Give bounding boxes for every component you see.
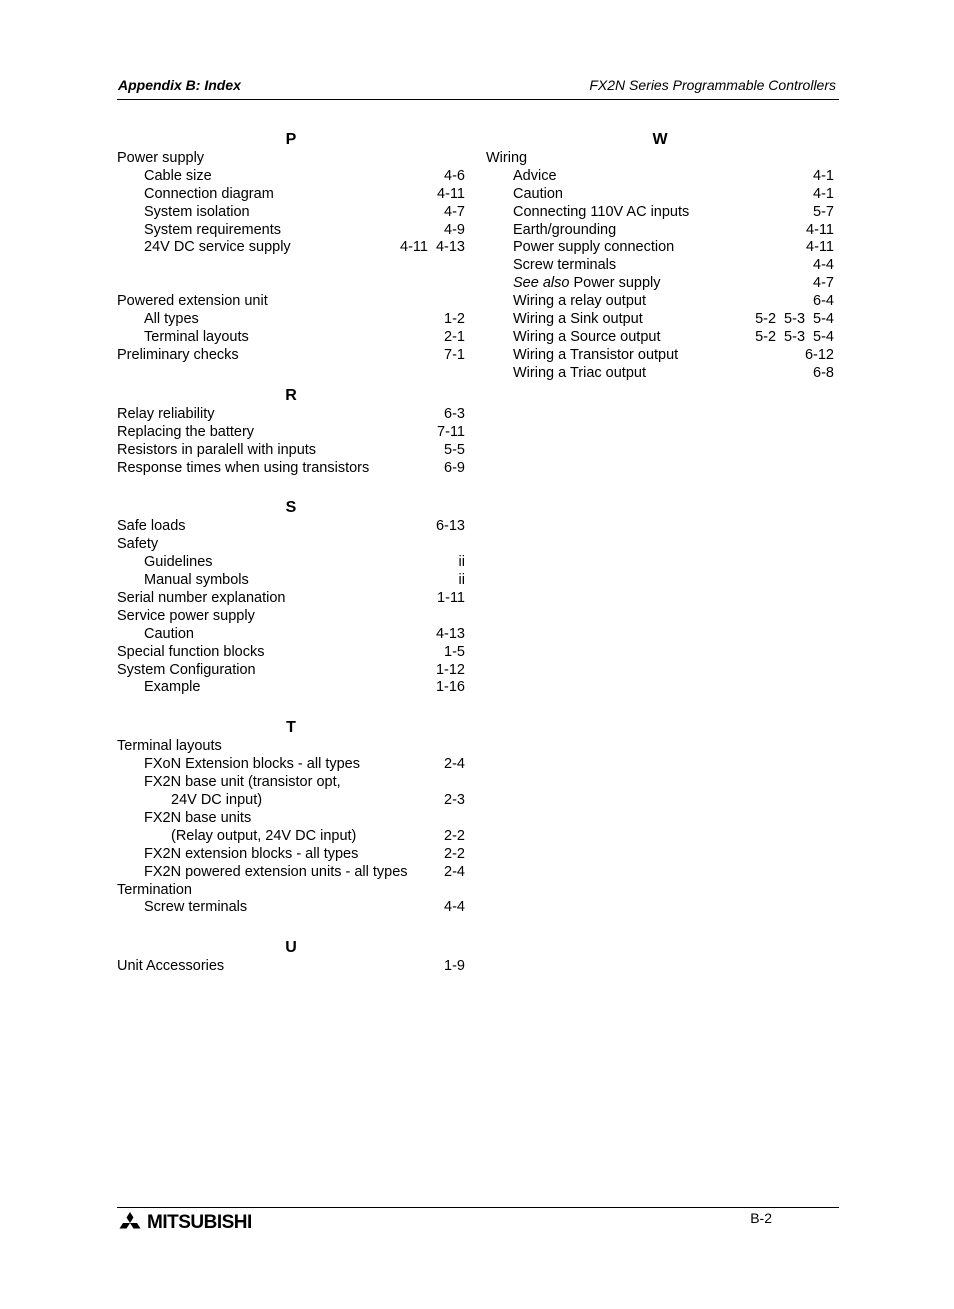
page-reference: 2-3 (444, 792, 465, 809)
index-entry (117, 572, 465, 590)
page-reference: 2-4 (444, 863, 465, 880)
see-also-label: See also (513, 275, 570, 292)
index-letter-heading: R (285, 386, 297, 404)
index-term: 24V DC service supply (144, 239, 291, 256)
page-reference: 5-2 5-3 5-4 (755, 311, 834, 328)
index-entry (117, 518, 465, 536)
index-entry (117, 424, 465, 442)
index-term: Terminal layouts (144, 329, 249, 346)
page-reference: 4-6 (444, 167, 465, 184)
index-letter-heading: T (286, 719, 296, 737)
index-term: FX2N extension blocks - all types (144, 845, 359, 862)
page-reference: 1-2 (444, 311, 465, 328)
page-reference: 2-2 (444, 827, 465, 844)
index-letter-heading: P (285, 131, 297, 148)
index-entry (117, 738, 465, 756)
index-term: Safety (117, 536, 159, 553)
index-entry (486, 311, 834, 329)
index-entry (486, 329, 834, 347)
index-entry (117, 168, 465, 186)
page-reference: 4-4 (444, 899, 465, 916)
page-reference: 1-5 (444, 643, 465, 660)
page-reference: 4-7 (444, 203, 465, 220)
index-entry (486, 293, 834, 311)
index-term: Screw terminals (513, 257, 617, 274)
index-entry (117, 239, 465, 257)
index-term: System requirements (144, 221, 281, 238)
index-term: Service power supply (117, 607, 255, 624)
index-term: Cable size (144, 167, 212, 184)
index-term: Wiring a relay output (513, 293, 646, 310)
index-term: Unit Accessories (117, 958, 225, 975)
page-reference: ii (458, 554, 465, 571)
page-reference: 1-11 (437, 590, 465, 607)
index-entry (117, 828, 465, 846)
index-entry (117, 406, 465, 424)
header-section-title: Appendix B: Index (118, 77, 241, 93)
page-reference: 6-13 (435, 518, 465, 535)
header-document-title: FX2N Series Programmable Controllers (589, 77, 836, 93)
index-term: Wiring a Source output (513, 328, 661, 345)
index-term: 24V DC input) (171, 792, 263, 809)
index-entry (117, 626, 465, 644)
page-reference: ii (458, 572, 465, 589)
header-rule (117, 99, 839, 100)
index-entry (486, 365, 834, 383)
page-reference: 6-8 (813, 364, 834, 381)
index-term: Wiring (486, 150, 528, 166)
mitsubishi-logo (117, 1211, 252, 1235)
page-reference: 4-9 (444, 221, 465, 238)
page-reference: 7-1 (444, 347, 465, 364)
index-entry (117, 204, 465, 222)
page-reference: 4-7 (813, 275, 834, 292)
page-reference: 7-11 (437, 423, 465, 440)
index-term: Response times when using transistors (117, 459, 370, 476)
index-entry (117, 644, 465, 662)
index-entry (117, 222, 465, 240)
index-entry (486, 257, 834, 275)
page-reference: 4-11 (806, 239, 834, 256)
index-term: Connection diagram (144, 185, 274, 202)
index-entry (486, 222, 834, 240)
index-entry (486, 168, 834, 186)
index-term: Relay reliability (117, 405, 215, 422)
page-reference: 4-11 (806, 221, 834, 238)
section-gap (117, 477, 465, 496)
index-column-left (117, 128, 465, 976)
section-gap (117, 917, 465, 936)
index-entry (117, 442, 465, 460)
index-term: Power supply connection (513, 239, 675, 256)
index-term: Termination (117, 881, 192, 898)
index-term: Safe loads (117, 518, 186, 535)
page-reference: 6-9 (444, 459, 465, 476)
page-reference: 4-4 (813, 257, 834, 274)
index-letter-heading: S (285, 499, 297, 517)
index-entry (117, 150, 465, 168)
index-entry (117, 958, 465, 976)
index-entry (117, 347, 465, 365)
index-entry (117, 756, 465, 774)
index-entry (117, 293, 465, 311)
index-letter-heading: U (285, 939, 297, 957)
page-reference: 2-1 (444, 329, 465, 346)
index-term: Wiring a Transistor output (513, 346, 679, 363)
page-reference: 1-16 (435, 679, 465, 696)
index-term: Wiring a Triac output (513, 364, 646, 381)
brand-name: MITSUBISHI (147, 1212, 252, 1233)
index-entry (486, 239, 834, 257)
index-term: Replacing the battery (117, 423, 255, 440)
page-reference: 4-13 (435, 625, 465, 642)
index-entry (117, 536, 465, 554)
index-term: FX2N powered extension units - all types (144, 863, 408, 880)
index-term: FX2N base units (144, 809, 252, 826)
three-diamonds-icon (117, 1212, 143, 1234)
see-also-target: Power supply (573, 275, 661, 292)
index-term: Preliminary checks (117, 347, 239, 364)
index-term: All types (144, 311, 199, 328)
page-number: B-2 (750, 1210, 772, 1226)
page-reference: 6-4 (813, 293, 834, 310)
index-term: Wiring a Sink output (513, 311, 643, 328)
index-term: Earth/grounding (513, 221, 617, 238)
page-reference: 4-11 (437, 185, 465, 202)
index-entry (117, 774, 465, 792)
index-term: (Relay output, 24V DC input) (171, 827, 357, 844)
index-entry (117, 792, 465, 810)
page-reference: 2-4 (444, 756, 465, 773)
index-term: Serial number explanation (117, 590, 286, 607)
index-term: Advice (513, 167, 557, 184)
index-term: System isolation (144, 203, 250, 220)
page-reference: 5-5 (444, 441, 465, 458)
index-entry (117, 186, 465, 204)
index-entry (117, 882, 465, 900)
index-term: Manual symbols (144, 572, 249, 589)
index-term: Connecting 110V AC inputs (513, 203, 690, 220)
page-reference: 6-12 (804, 346, 834, 363)
index-entry (117, 846, 465, 864)
index-term: Caution (144, 625, 194, 642)
index-term: Caution (513, 185, 563, 202)
index-term: Example (144, 679, 201, 696)
index-entry (486, 150, 834, 168)
index-entry (486, 275, 834, 293)
index-entry (117, 554, 465, 572)
index-entry (486, 347, 834, 365)
index-term: Special function blocks (117, 643, 265, 660)
index-term: Screw terminals (144, 899, 248, 916)
entry-gap (117, 257, 465, 293)
page-reference: 4-11 4-13 (400, 239, 465, 256)
index-entry (117, 329, 465, 347)
index-term: FX2N base unit (transistor opt, (144, 774, 341, 791)
index-entry (117, 810, 465, 828)
index-column-right (486, 128, 834, 383)
page-reference: 1-9 (444, 958, 465, 975)
index-entry (117, 679, 465, 697)
index-entry (486, 186, 834, 204)
index-term: Guidelines (144, 554, 213, 571)
index-term (513, 275, 661, 293)
index-term: Powered extension unit (117, 293, 268, 310)
page-reference: 4-1 (813, 185, 834, 202)
footer-rule (117, 1207, 839, 1208)
page-reference: 5-2 5-3 5-4 (755, 328, 834, 345)
index-entry (117, 311, 465, 329)
index-letter-heading: W (652, 131, 668, 148)
index-term: FXoN Extension blocks - all types (144, 756, 360, 773)
index-entry (117, 864, 465, 882)
page-reference: 1-12 (435, 661, 465, 678)
index-term: System Configuration (117, 661, 256, 678)
index-term: Power supply (117, 150, 205, 166)
page-reference: 6-3 (444, 405, 465, 422)
index-entry (117, 590, 465, 608)
index-entry (117, 662, 465, 680)
index-entry (117, 608, 465, 626)
page-reference: 2-2 (444, 845, 465, 862)
index-entry (486, 204, 834, 222)
section-gap (117, 697, 465, 716)
index-entry (117, 899, 465, 917)
page-reference: 4-1 (813, 167, 834, 184)
section-gap (117, 365, 465, 384)
index-term: Resistors in paralell with inputs (117, 441, 317, 458)
index-entry (117, 460, 465, 478)
page-reference: 5-7 (813, 203, 834, 220)
index-term: Terminal layouts (117, 738, 222, 755)
